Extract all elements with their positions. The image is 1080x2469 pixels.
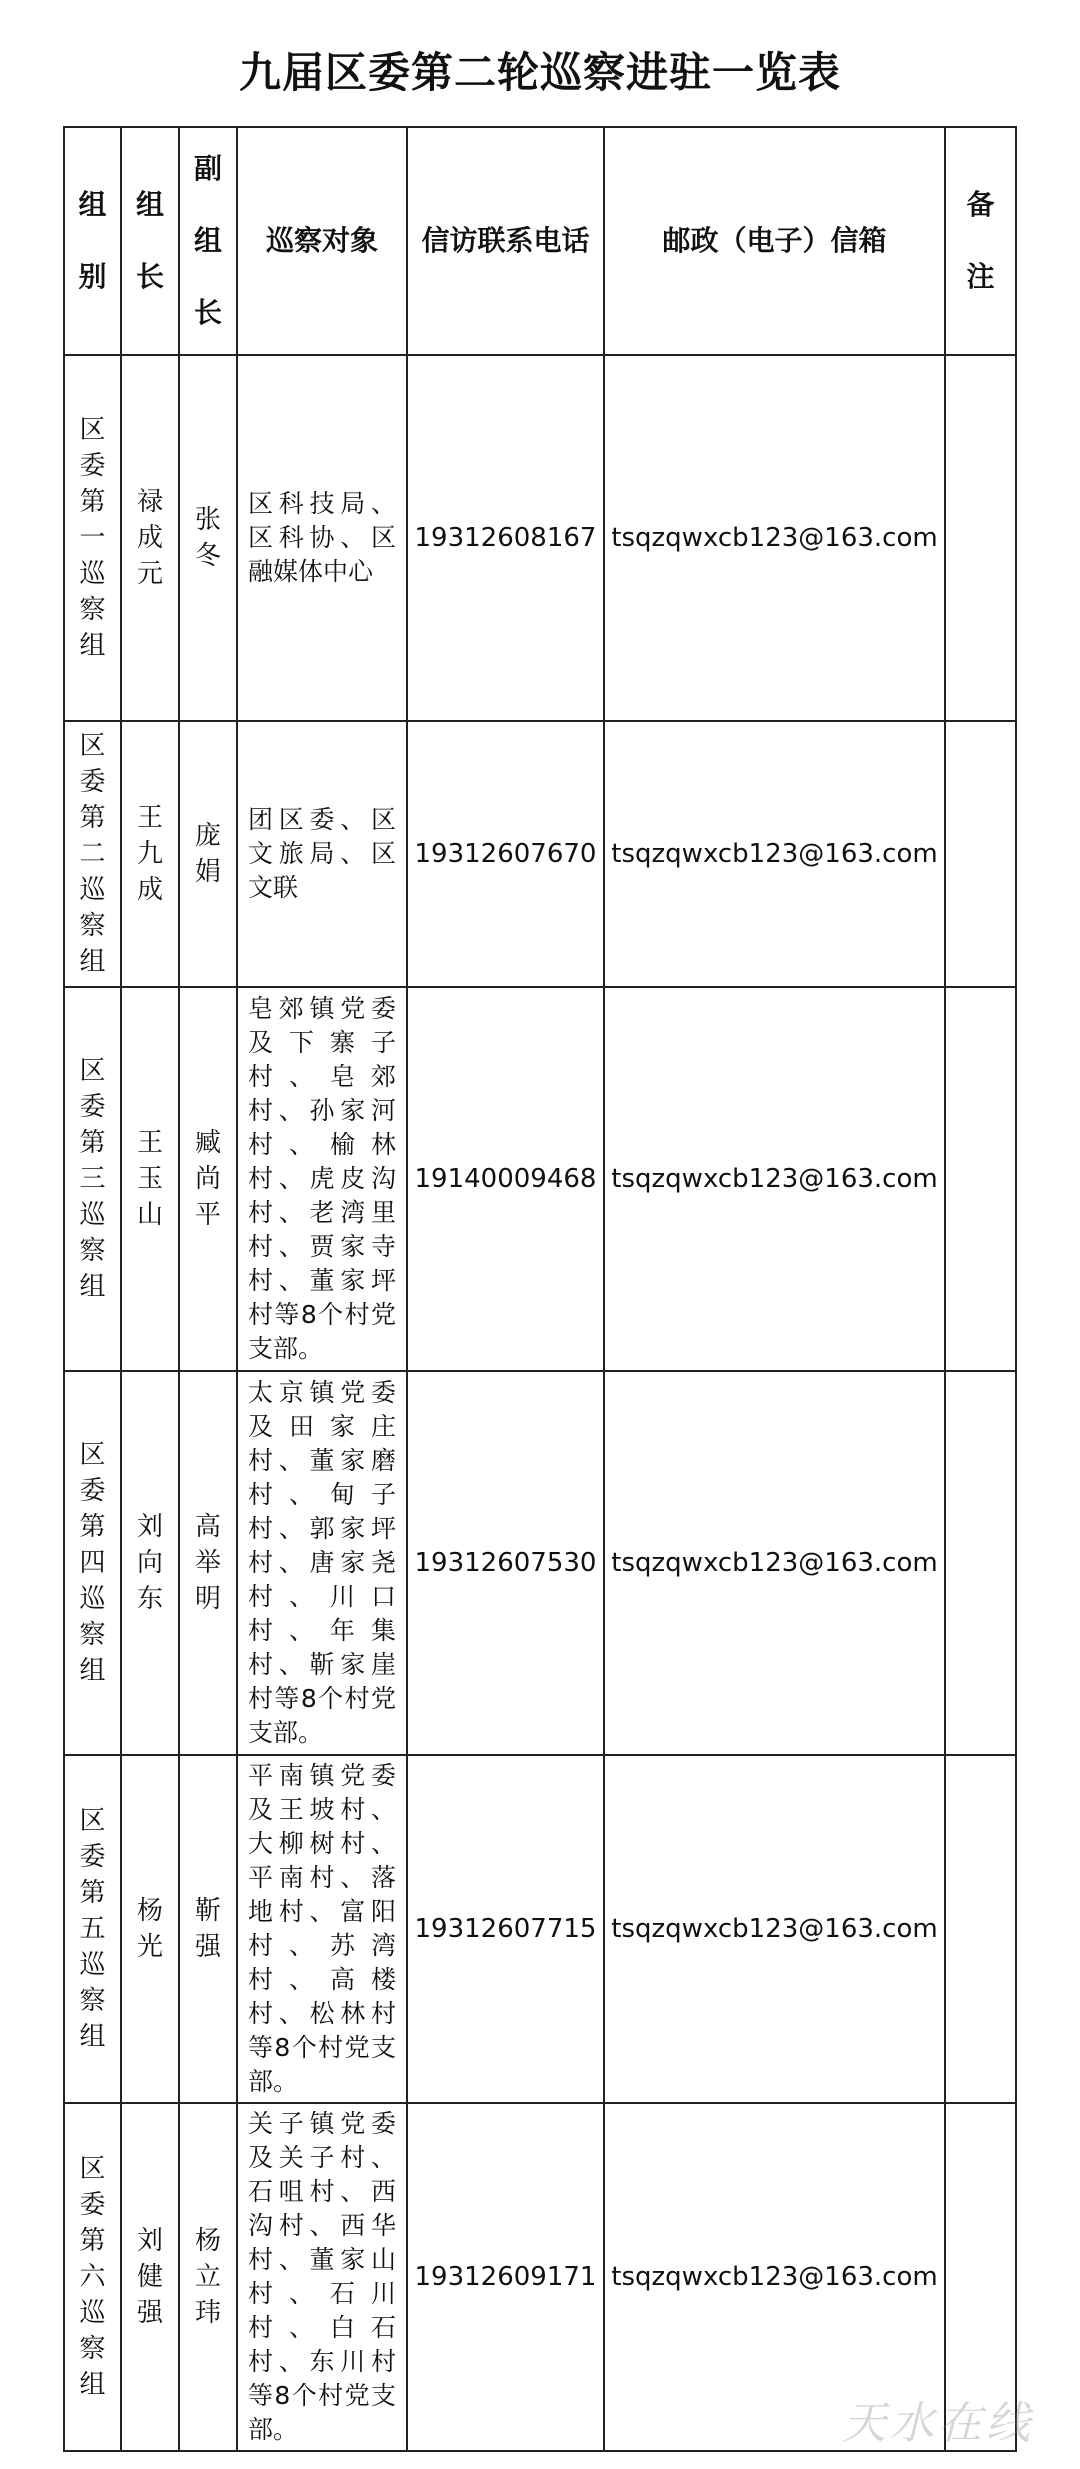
cell-email: tsqzqwxcb123@163.com — [604, 987, 945, 1371]
cell-phone: 19312607715 — [407, 1755, 604, 2103]
cell-phone: 19140009468 — [407, 987, 604, 1371]
header-email: 邮政（电子）信箱 — [604, 127, 945, 355]
cell-leader: 禄成元 — [121, 355, 179, 721]
cell-group: 区委第二巡察组 — [64, 721, 121, 987]
cell-deputy: 庞娟 — [179, 721, 237, 987]
cell-note — [945, 987, 1016, 1371]
cell-phone: 19312607530 — [407, 1371, 604, 1755]
cell-leader: 王玉山 — [121, 987, 179, 1371]
cell-note — [945, 355, 1016, 721]
table-row — [64, 1755, 1016, 2103]
cell-email: tsqzqwxcb123@163.com — [604, 721, 945, 987]
page-title: 九届区委第二轮巡察进驻一览表 — [238, 48, 841, 97]
cell-group: 区委第五巡察组 — [64, 1755, 121, 2103]
header-note: 备注 — [945, 127, 1016, 355]
cell-email: tsqzqwxcb123@163.com — [604, 1755, 945, 2103]
watermark-logo: 天水在线 — [842, 2398, 1034, 2449]
header-phone: 信访联系电话 — [407, 127, 604, 355]
inspection-table — [63, 126, 1017, 2452]
cell-target: 关子镇党委及关子村、石咀村、西沟村、西华村、董家山村、石川村、白石村、东川村等8个村党支部。 — [237, 2103, 407, 2451]
header-row — [64, 127, 1016, 355]
cell-deputy: 靳强 — [179, 1755, 237, 2103]
cell-phone: 19312609171 — [407, 2103, 604, 2451]
cell-group: 区委第一巡察组 — [64, 355, 121, 721]
cell-group: 区委第三巡察组 — [64, 987, 121, 1371]
cell-note — [945, 1755, 1016, 2103]
header-leader: 组长 — [121, 127, 179, 355]
cell-deputy: 张冬 — [179, 355, 237, 721]
cell-group: 区委第四巡察组 — [64, 1371, 121, 1755]
cell-leader: 刘向东 — [121, 1371, 179, 1755]
cell-target: 区科技局、区科协、区融媒体中心 — [237, 355, 407, 721]
cell-note — [945, 721, 1016, 987]
cell-deputy: 臧尚平 — [179, 987, 237, 1371]
cell-target: 团区委、区文旅局、区文联 — [237, 721, 407, 987]
cell-note — [945, 1371, 1016, 1755]
header-deputy: 副组长 — [179, 127, 237, 355]
cell-deputy: 高举明 — [179, 1371, 237, 1755]
table-row — [64, 987, 1016, 1371]
table-row — [64, 721, 1016, 987]
table-row — [64, 355, 1016, 721]
cell-leader: 杨光 — [121, 1755, 179, 2103]
cell-leader: 王九成 — [121, 721, 179, 987]
cell-target: 皂郊镇党委及下寨子村、皂郊村、孙家河村、榆林村、虎皮沟村、老湾里村、贾家寺村、董家坪村等8个村党支部。 — [237, 987, 407, 1371]
cell-phone: 19312608167 — [407, 355, 604, 721]
table-row — [64, 1371, 1016, 1755]
cell-email: tsqzqwxcb123@163.com — [604, 2103, 945, 2451]
cell-target: 平南镇党委及王坡村、大柳树村、平南村、落地村、富阳村、苏湾村、高楼村、松林村等8个村党支部。 — [237, 1755, 407, 2103]
header-group: 组别 — [64, 127, 121, 355]
cell-target: 太京镇党委及田家庄村、董家磨村、甸子村、郭家坪村、唐家尧村、川口村、年集村、靳家崖村等8个村党支部。 — [237, 1371, 407, 1755]
cell-email: tsqzqwxcb123@163.com — [604, 1371, 945, 1755]
cell-phone: 19312607670 — [407, 721, 604, 987]
cell-deputy: 杨立玮 — [179, 2103, 237, 2451]
cell-email: tsqzqwxcb123@163.com — [604, 355, 945, 721]
cell-leader: 刘健强 — [121, 2103, 179, 2451]
header-target: 巡察对象 — [237, 127, 407, 355]
cell-group: 区委第六巡察组 — [64, 2103, 121, 2451]
